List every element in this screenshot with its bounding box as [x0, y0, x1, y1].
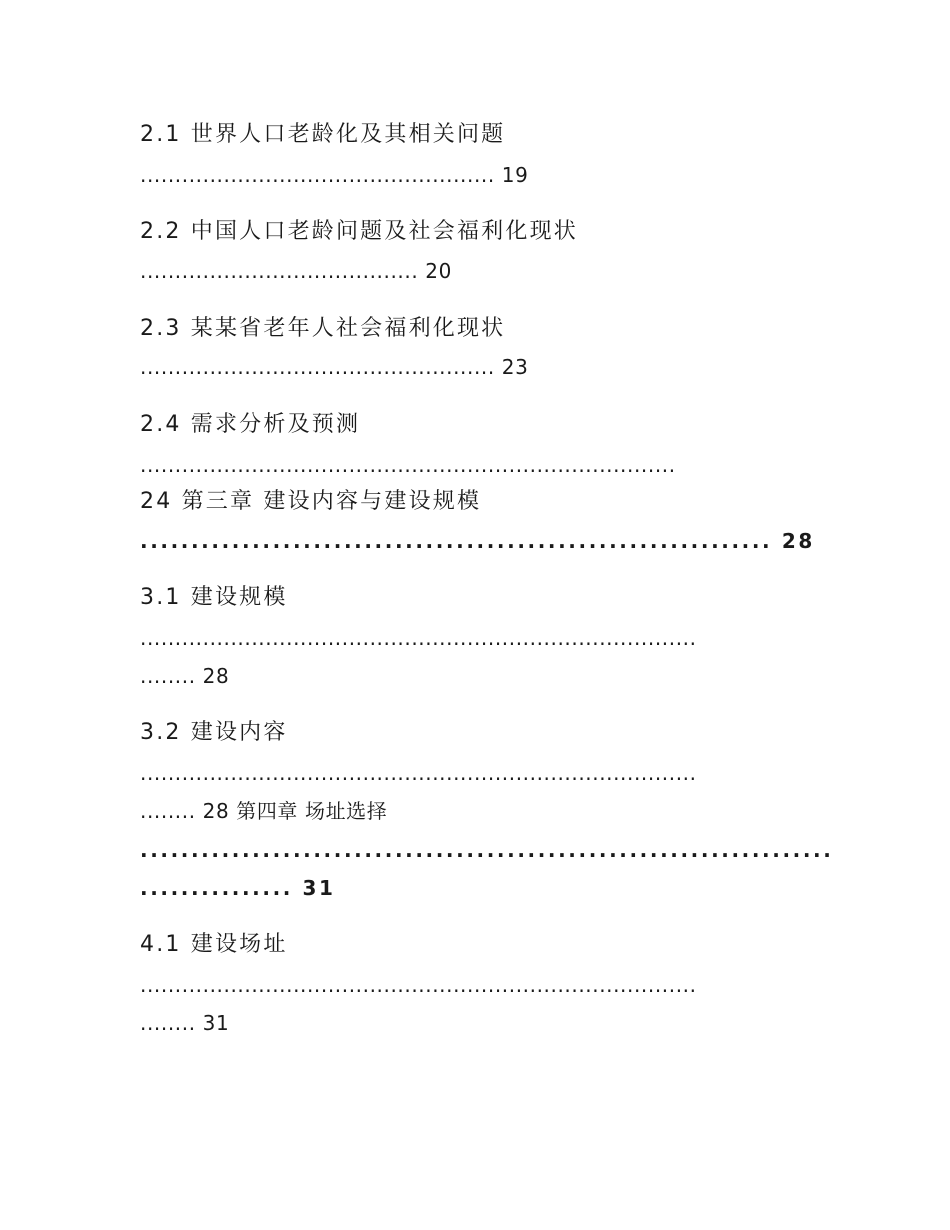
toc-leader-3-1: ................................................................................ [140, 626, 697, 650]
toc-entry-2-1[interactable]: 2.1 世界人口老龄化及其相关问题 [140, 122, 506, 147]
toc-leader-2-2: ........................................ 20 [140, 259, 452, 283]
toc-leader-chapter-4-page: ............... 31 [140, 876, 336, 900]
toc-entry-4-1[interactable]: 4.1 建设场址 [140, 932, 288, 957]
toc-leader-2-1: ................................................... 19 [140, 163, 529, 187]
toc-entry-2-3[interactable]: 2.3 某某省老年人社会福利化现状 [140, 316, 506, 341]
toc-leader-4-1: ................................................................................ [140, 973, 697, 997]
toc-leader-2-3: ................................................... 23 [140, 355, 529, 379]
toc-leader-2-4: ............................................................................. [140, 453, 676, 477]
toc-entry-chapter-4[interactable]: ........ 28 第四章 场址选择 [140, 799, 388, 823]
toc-leader-3-2: ................................................................................ [140, 761, 697, 785]
toc-entry-3-1[interactable]: 3.1 建设规模 [140, 585, 288, 610]
toc-leader-chapter-3: .............................................................. 28 [140, 529, 815, 553]
toc-entry-3-2[interactable]: 3.2 建设内容 [140, 720, 288, 745]
toc-leader-chapter-4: .................................................................... [140, 838, 834, 862]
toc-entry-2-2[interactable]: 2.2 中国人口老龄问题及社会福利化现状 [140, 219, 578, 244]
toc-entry-2-4[interactable]: 2.4 需求分析及预测 [140, 412, 361, 437]
toc-entry-chapter-3[interactable]: 24 第三章 建设内容与建设规模 [140, 489, 482, 514]
toc-leader-3-1-page: ........ 28 [140, 664, 230, 688]
toc-leader-4-1-page: ........ 31 [140, 1011, 230, 1035]
